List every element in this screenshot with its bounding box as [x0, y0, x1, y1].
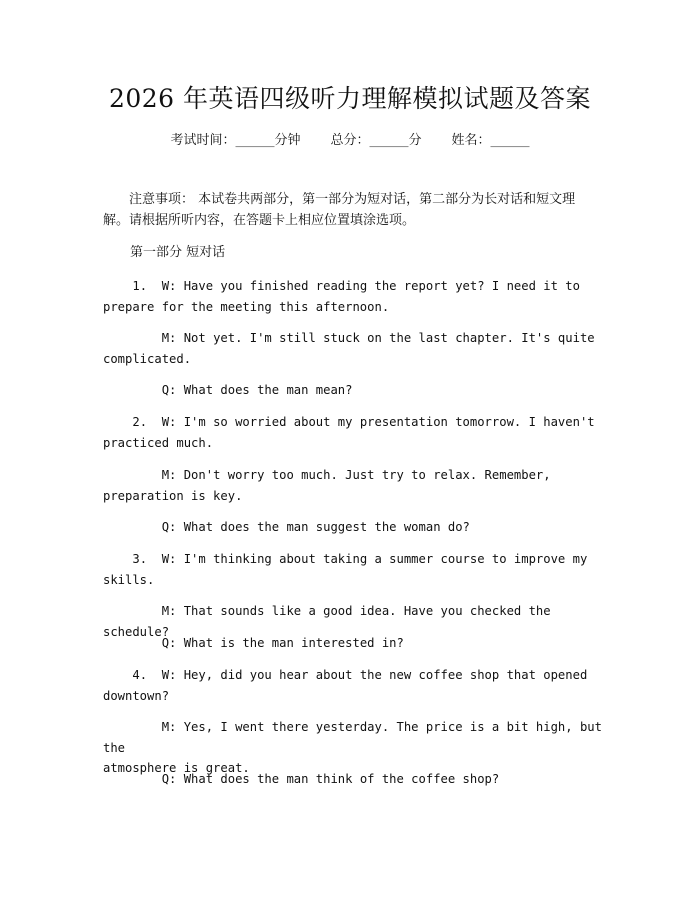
student-name-field: 姓名：______: [451, 133, 530, 148]
document-title: 2026 年英语四级听力理解模拟试题及答案: [108, 84, 592, 113]
dialogue-line: Q: What does the man mean?: [103, 383, 353, 397]
dialogue-line: 4. W: Hey, did you hear about the new coffee shop that opened downtown?: [103, 668, 588, 703]
dialogue-line: Q: What does the man suggest the woman do?: [103, 520, 470, 534]
dialogue-line: M: Don't worry too much. Just try to relax. Remember, preparation is key.: [103, 468, 551, 503]
dialogue-line: 2. W: I'm so worried about my presentation tomorrow. I haven't practiced much.: [103, 415, 595, 450]
notice-paragraph: 注意事项： 本试卷共两部分，第一部分为短对话，第二部分为长对话和短文理解。请根据所听内容，在答题卡上相应位置填涂选项。: [103, 192, 576, 228]
exam-time-field: 考试时间：______分钟: [170, 133, 301, 148]
section-heading: 第一部分 短对话: [130, 245, 226, 260]
dialogue-line: M: Not yet. I'm still stuck on the last chapter. It's quite complicated.: [103, 331, 595, 366]
dialogue-line: M: Yes, I went there yesterday. The price is a bit high, but the atmosphere is great.: [103, 720, 602, 775]
dialogue-line: 1. W: Have you finished reading the report yet? I need it to prepare for the meeting this afternoon.: [103, 279, 580, 314]
dialogue-line: M: That sounds like a good idea. Have you checked the schedule?: [103, 604, 558, 639]
dialogue-line: Q: What does the man think of the coffee shop?: [103, 772, 500, 786]
dialogue-line: Q: What is the man interested in?: [103, 636, 404, 650]
exam-info-line: [0, 131, 700, 151]
total-score-field: 总分：______分: [330, 133, 422, 148]
dialogue-line: 3. W: I'm thinking about taking a summer course to improve my skills.: [103, 552, 588, 587]
